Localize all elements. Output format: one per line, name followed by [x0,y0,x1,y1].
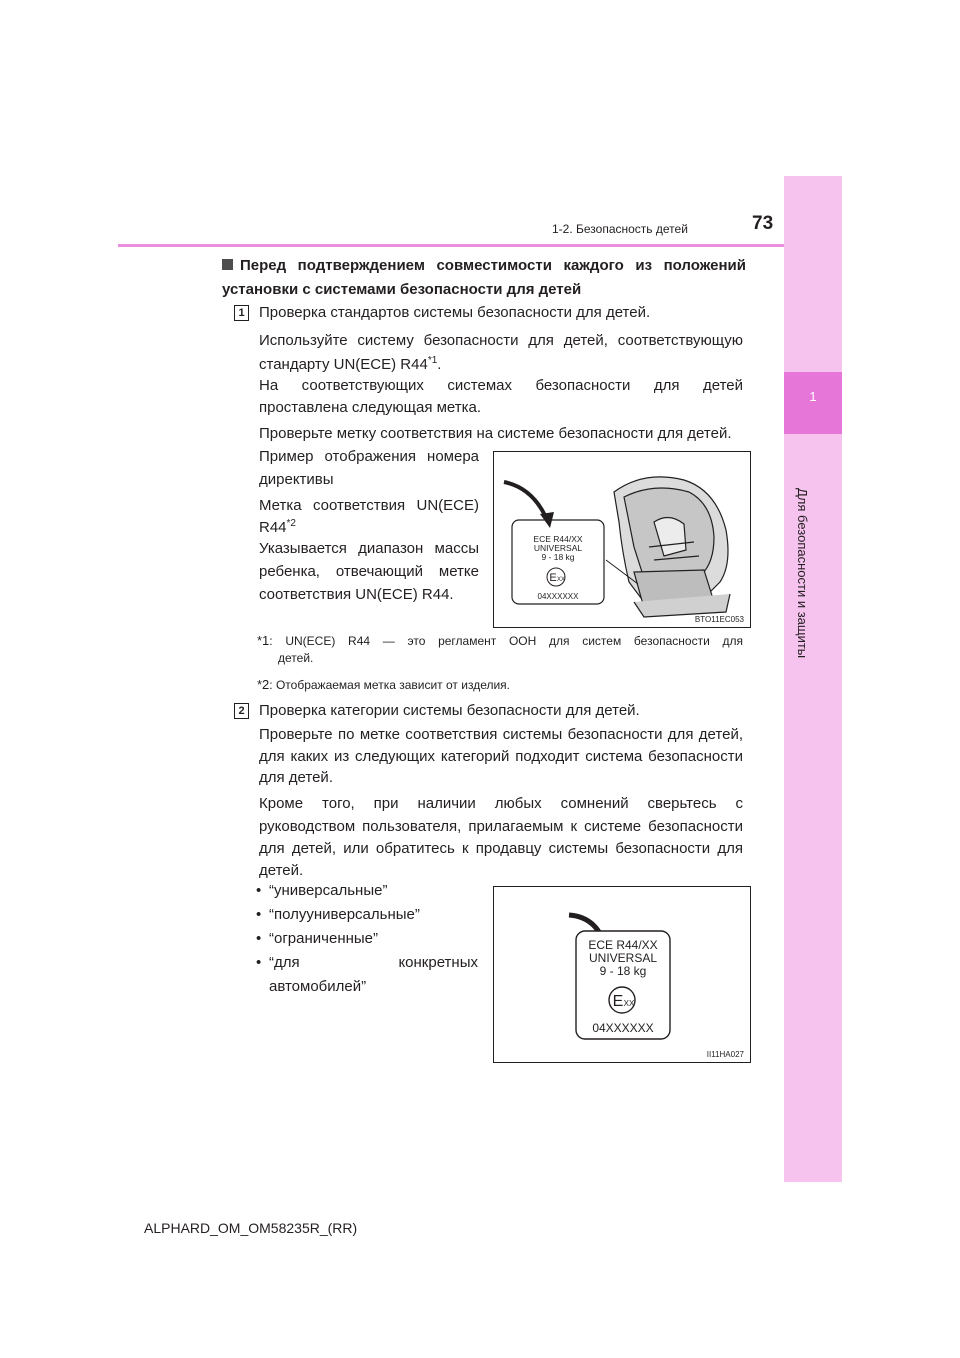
section-title: 1-2. Безопасность детей [552,222,688,236]
step2-p1-line2: для каких из следующих категорий подходит система безопасности [259,748,743,765]
figure-code: BTO11EC053 [694,615,744,624]
emark-letter: E [549,572,557,584]
step2-p1-line1: Проверьте по метке соответствия системы безопасности для детей, [259,726,743,743]
callout-3-line3: соответствия UN(ECE) R44. [259,586,454,603]
step2-p2-line1: Кроме того, при наличии любых сомнений сверьтесь с [259,795,743,812]
list-item: • “универсальные” [256,882,388,899]
step2-p2-line2: руководством пользователя, прилагаемым к системе безопасности [259,818,743,835]
callout-1-line2: директивы [259,471,334,488]
step1-p1-line2: стандарту UN(ECE) R44$^{*1}$. [259,355,442,373]
square-bullet-icon [222,259,233,270]
list-item: • “для конкретных автомобилей” [256,954,478,995]
step2-p2-line3: для детей, или обратитесь к продавцу системы безопасности для [259,840,743,857]
arrow-icon [504,482,548,522]
list-item: • “полууниверсальные” [256,906,420,923]
step-number-2: 2 [234,703,249,719]
callout-1-line1: Пример отображения номера [259,448,479,465]
chapter-number: 1 [809,389,817,404]
label-line2: UNIVERSAL [533,543,583,553]
chapter-title: Для безопасности и защиты [795,488,810,659]
callout-3-line1: Указывается диапазон массы [259,540,479,557]
callout-2-line2: R44$^{*2}$ [259,518,296,536]
label-figure [493,886,751,1063]
step2-title: Проверка категории системы безопасности для детей. [259,702,640,719]
label-line1: ECE R44/XX [533,534,583,544]
label-code: 04XXXXXX [537,592,579,601]
child-seat-icon [614,477,730,617]
section-heading: Перед подтверждением совместимости каждого из положений установки с системами безопасности для детей [222,257,746,298]
label-line3: 9 - 18 kg [541,552,575,562]
child-seat-illustration [494,452,750,627]
label-line3: 9 - 18 kg [599,964,647,978]
list-item: • “ограниченные” [256,930,378,947]
footnote-2: *2: Отображаемая метка зависит от изделия. [257,677,511,692]
step1-p2-line1: На соответствующих системах безопасности для детей [259,377,743,394]
label-code: 04XXXXXX [592,1021,654,1035]
step1-title: Проверка стандартов системы безопасности для детей. [259,304,651,321]
label-illustration [494,887,750,1062]
label-line1: ECE R44/XX [588,938,658,952]
step1-p2-line2: проставлена следующая метка. [259,399,482,416]
emark-sub: XX [623,999,635,1008]
label-line2: UNIVERSAL [588,951,658,965]
footnote-1: *1: UN(ECE) R44 — это регламент ООН для систем безопасности для детей. [257,633,743,665]
step1-p3: Проверьте метку соответствия на системе безопасности для детей. [259,425,732,442]
callout-3-line2: ребенка, отвечающий метке [259,563,479,580]
header-rule [118,244,784,247]
figure-code: II11HA027 [706,1050,744,1059]
step2-p2-line4: детей. [259,862,304,879]
callout-2-line1: Метка соответствия UN(ECE) [259,497,479,514]
step-number-1: 1 [234,305,249,321]
step1-p1-line1: Используйте систему безопасности для детей, соответствующую [259,332,743,349]
child-seat-figure [493,451,751,628]
document-footer: ALPHARD_OM_OM58235R_(RR) [144,1220,358,1236]
page-number: 73 [752,213,774,234]
category-list [256,879,478,999]
step2-p1-line3: для детей. [259,769,333,786]
emark-letter: E [612,993,624,1010]
chapter-tab [784,176,842,1182]
emark-sub: XX [556,577,566,583]
